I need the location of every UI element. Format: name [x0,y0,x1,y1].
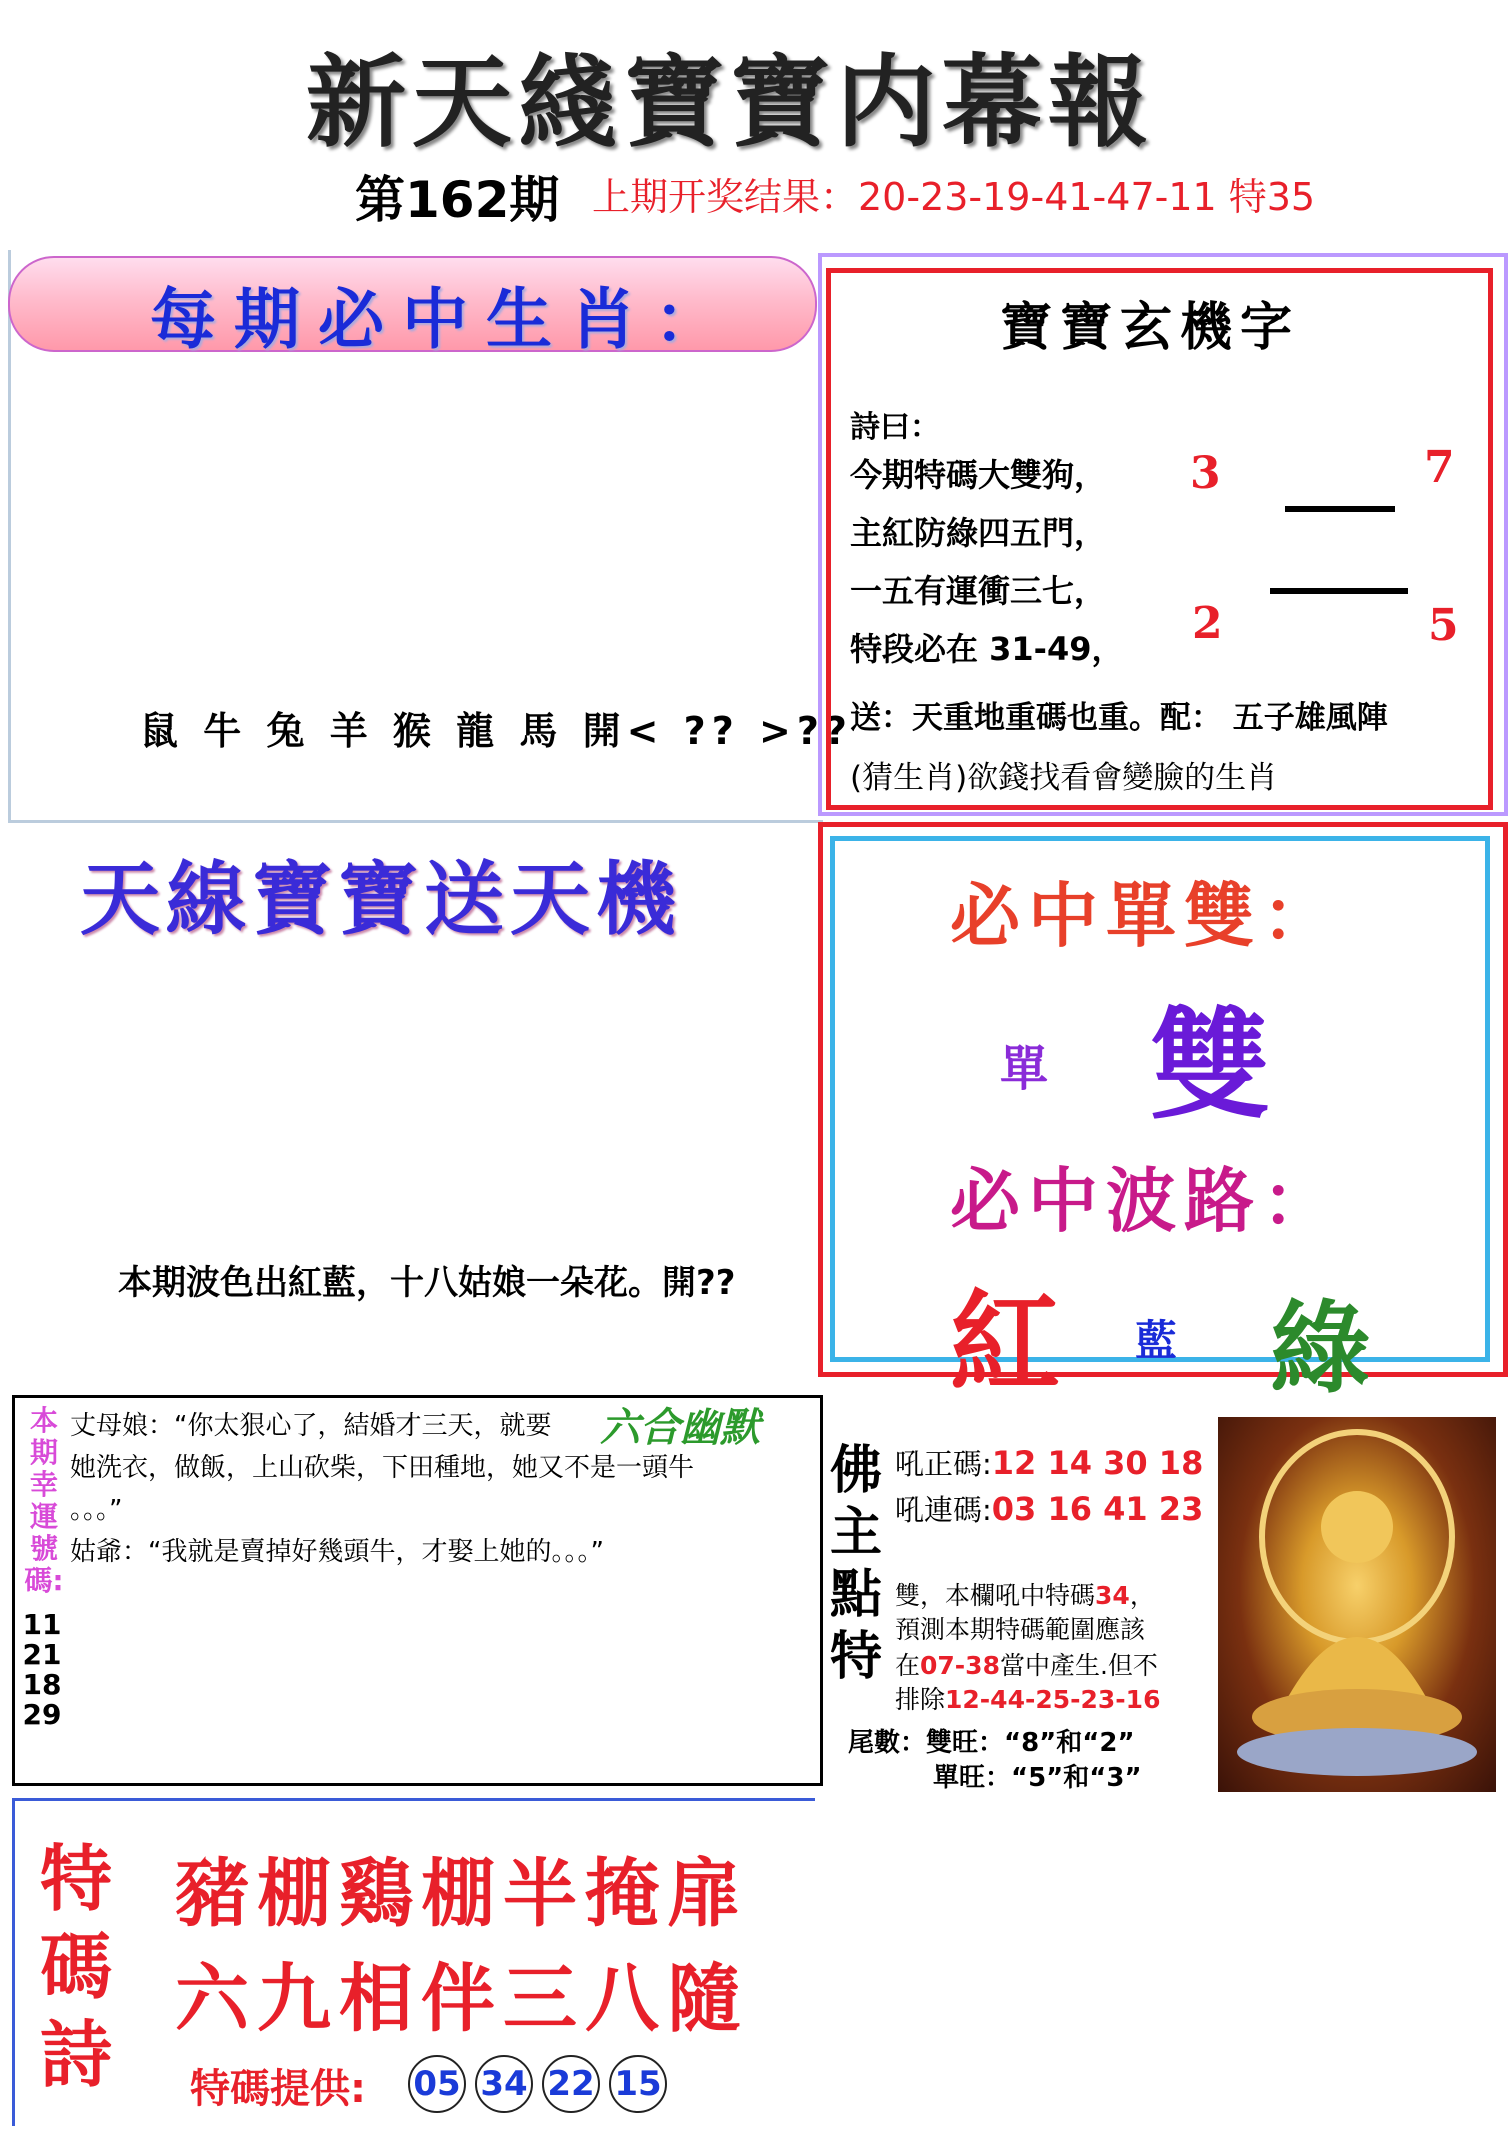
green-wave: 綠 [1270,1290,1370,1407]
tianji-number: 2 [1192,598,1223,649]
lucky-label: 本期幸運號碼: [24,1404,64,1597]
poem-line: 一五有運衝三七， [850,572,1107,610]
number-ball: 22 [542,2055,600,2113]
last-result: 上期开奖结果：20-23-19-41-47-11 特35 [592,175,1316,219]
wave-line: 本期波色出紅藍，十八姑娘一朵花。開?? [118,1263,736,1303]
buddha-image [1218,1417,1496,1792]
liuhe-logo: 六合幽默 [600,1405,760,1451]
tianji-number: 3 [1190,448,1221,499]
page-title: 新天綫寶寶内幕報 [306,44,1154,161]
exclude-numbers: 12-44-25-23-16 [945,1685,1161,1714]
prediction-text: 當中產生.但不 [999,1651,1158,1680]
lian-numbers: 03 16 41 23 [991,1490,1204,1528]
prediction-text: 預測本期特碼範圍應該 [895,1615,1146,1644]
range-number: 07-38 [920,1651,1000,1680]
special-number: 34 [1095,1581,1130,1610]
tianji-number: 7 [1424,442,1455,493]
tail-even: 尾數：雙旺：“8”和“2” [848,1728,1135,1758]
prediction-text: ， [1129,1581,1155,1610]
tianji-heading: 寶寶玄機字 [1000,298,1301,358]
odd-even-heading: 必中單雙： [950,875,1340,957]
buddha-side-title: 佛主點特 [830,1441,883,1687]
provide-label: 特碼提供: [190,2066,366,2112]
zheng-label: 吼正碼: [895,1447,992,1481]
even-label: 雙 [1150,997,1270,1136]
send-line: 送：天重地重碼也重。配： 五子雄風陣 [850,700,1388,736]
prediction-text: 在 [895,1651,921,1680]
poem-line: 六九相伴三八隨 [175,1956,749,2042]
zheng-numbers: 12 14 30 18 [991,1444,1204,1482]
poem-line: 主紅防綠四五門， [850,514,1107,552]
story-line: 丈母娘：“你太狠心了，結婚才三天，就要 [70,1411,552,1441]
tail-odd: 單旺：“5”和“3” [933,1763,1142,1793]
odd-label: 單 [1000,1041,1049,1097]
blue-wave: 藍 [1135,1316,1178,1365]
zodiac-heading: 每期必中生肖： [150,281,738,358]
tianji-number: 5 [1428,600,1459,651]
number-ball: 34 [475,2055,533,2113]
lian-label: 吼連碼: [895,1493,992,1527]
story-line: 她洗衣，做飯，上山砍柴，下田種地，她又不是一頭牛 [70,1453,695,1483]
number-ball: 05 [408,2055,466,2113]
red-wave: 紅 [950,1279,1060,1407]
tianxian-heading: 天線寶寶送天機 [80,853,682,946]
tianji-stroke [1270,588,1408,594]
lucky-numbers: 11 21 18 29 [22,1608,62,1731]
guess-line: (猜生肖)欲錢找看會變臉的生肖 [850,760,1278,796]
poem-line: 今期特碼大雙狗， [850,456,1107,494]
prediction-text: 雙，本欄吼中特碼 [895,1581,1096,1610]
poem-intro: 詩曰： [850,410,940,445]
story-line: 姑爺：“我就是賣掉好幾頭牛，才娶上她的。。。” [70,1537,604,1567]
prediction-text: 排除 [895,1685,946,1714]
poem-line: 豬棚鷄棚半掩扉 [175,1851,749,1937]
poem-line: 特段必在 31-49， [850,630,1124,668]
issue-number: 第162期 [355,171,560,229]
poem-side-title: 特碼詩 [39,1837,112,2097]
wave-heading: 必中波路： [950,1160,1340,1242]
tianji-stroke [1285,506,1395,512]
number-ball: 15 [609,2055,667,2113]
story-line: 。。。” [70,1495,123,1525]
zodiac-list: 鼠 牛 兔 羊 猴 龍 馬 開< ?? >?? [140,709,853,753]
